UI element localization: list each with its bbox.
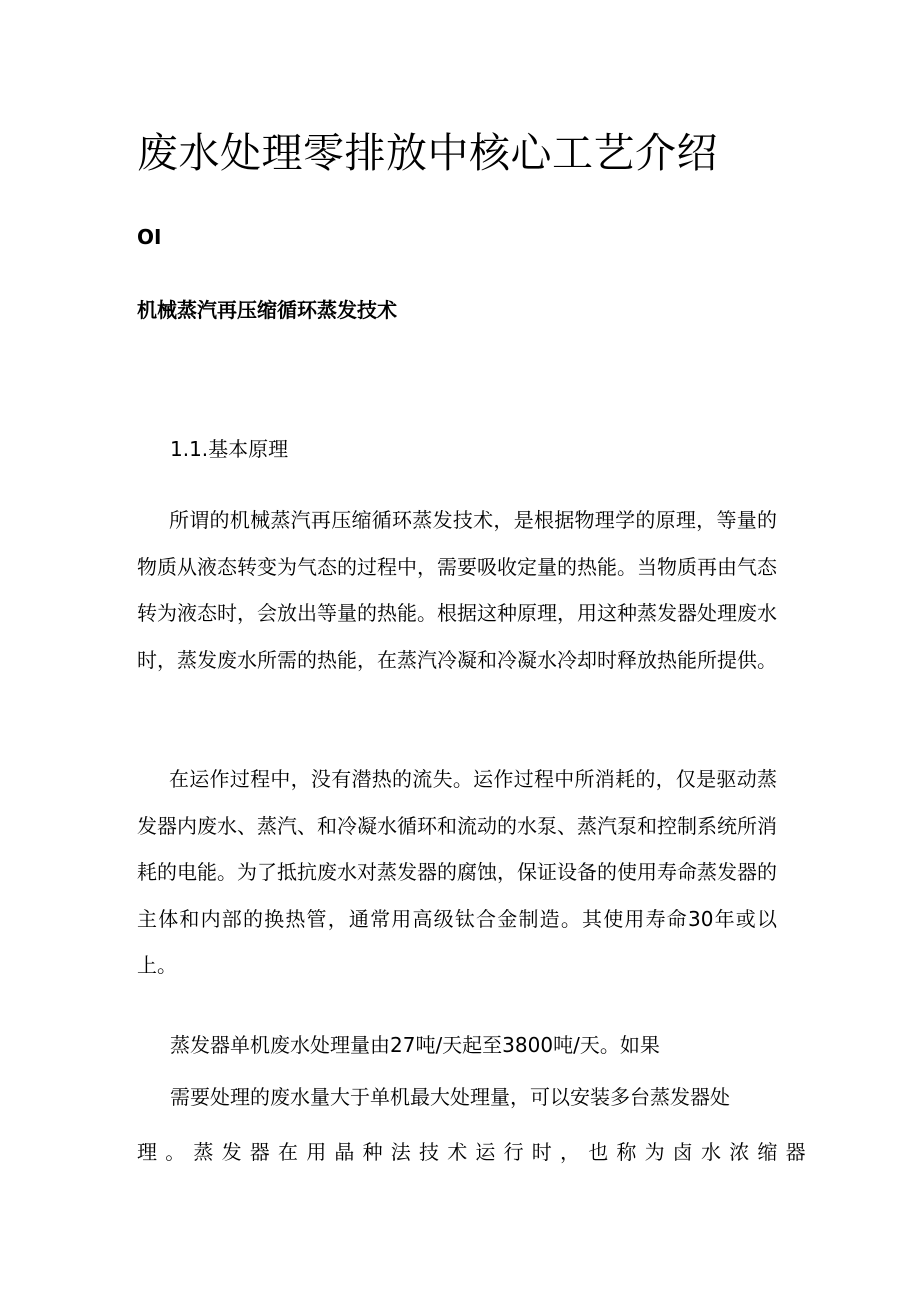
- paragraph-capacity-line-1: 蒸发器单机废水处理量由27吨/天起至3800吨/天。如果: [170, 1033, 660, 1057]
- paragraph-capacity-line-3: 理。蒸发器在用晶种法技术运行时，也称为卤水浓缩器: [137, 1140, 814, 1164]
- section-title: 机械蒸汽再压缩循环蒸发技术: [137, 298, 397, 322]
- subsection-title: 1.1.基本原理: [170, 437, 289, 461]
- document-title: 废水处理零排放中核心工艺介绍: [137, 129, 718, 177]
- paragraph-capacity-line-2: 需要处理的废水量大于单机最大处理量，可以安装多台蒸发器处: [170, 1085, 730, 1109]
- paragraph-basic-principle: 所谓的机械蒸汽再压缩循环蒸发技术，是根据物理学的原理，等量的物质从液态转变为气态的过程中，需要吸收定量的热能。当物质再由气态转为液态时，会放出等量的热能。根据这种原理，用这种蒸发器处理废水时，蒸发废水所需的热能，在蒸汽冷凝和冷凝水冷却时释放热能所提供。: [137, 508, 777, 672]
- paragraph-operation: 在运作过程中，没有潜热的流失。运作过程中所消耗的，仅是驱动蒸发器内废水、蒸汽、和冷凝水循环和流动的水泵、蒸汽泵和控制系统所消耗的电能。为了抵抗废水对蒸发器的腐蚀，保证设备的使用寿命蒸发器的主体和内部的换热管，通常用高级钛合金制造。其使用寿命30年或以上。: [137, 767, 777, 978]
- section-number: OI: [137, 225, 162, 249]
